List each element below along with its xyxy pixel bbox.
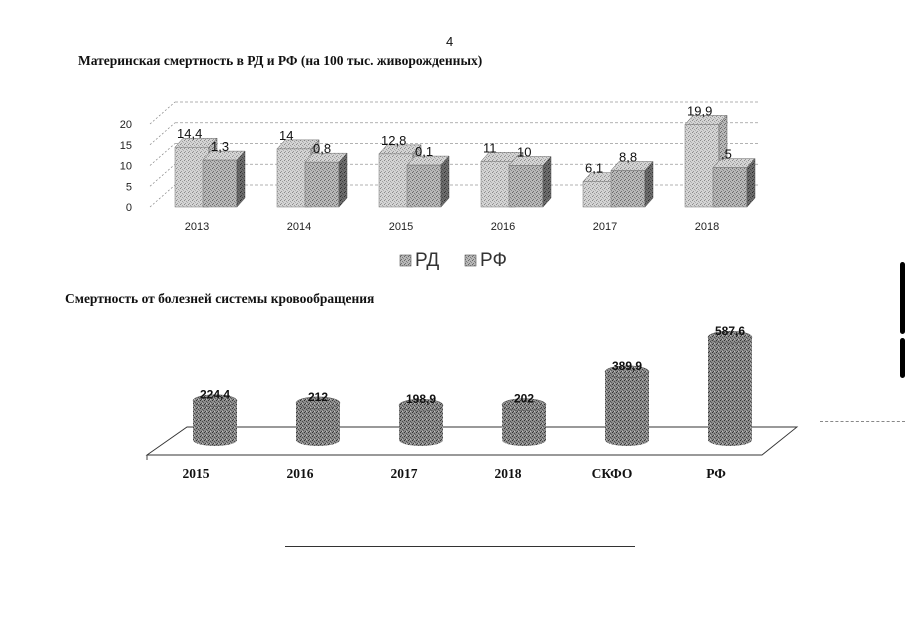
data-label: 8,8 [619,149,638,165]
chart-title-circulatory-mortality: Смертность от болезней системы кровообращения [65,291,375,306]
bar-side-РФ [441,156,449,207]
x-tick-label: 2014 [286,221,312,233]
x-tick-label: 2017 [390,466,418,481]
data-label: 19,9 [687,103,713,119]
data-label: 198,9 [405,392,437,407]
gridline-diagonal [150,164,175,186]
x-tick-label: 2013 [184,221,210,233]
scan-edge-mark [900,262,905,334]
legend-swatch [400,255,411,266]
cylinder-base [193,434,237,446]
gridline-diagonal [150,144,175,166]
bar-side-РФ [339,153,347,207]
y-tick-label: 10 [119,160,132,173]
cylinder-base [399,434,443,446]
data-label: 587,6 [714,324,746,339]
data-label: 14 [279,127,294,143]
data-label: 12,8 [381,132,407,148]
scan-edge-mark [900,338,905,378]
cylinder-base [502,434,546,446]
legend-label: РФ [480,250,507,271]
legend-swatch [465,255,476,266]
x-tick-label: 2017 [592,221,618,233]
cylinder-body-СКФО [605,372,649,440]
data-label: 389,9 [611,358,643,373]
bar-side-РФ [543,157,551,208]
bar-РФ-2018 [713,168,747,207]
cylinder-base [708,434,752,446]
data-label: 14,4 [177,126,203,142]
y-tick-label: 15 [119,139,132,152]
data-label: ,5 [721,146,732,162]
gridline-diagonal [150,123,175,145]
data-label: 0,8 [313,141,332,157]
x-tick-label: 2016 [286,466,314,481]
bar-РФ-2013 [203,160,237,207]
scan-dash-line [820,421,905,422]
gridline-diagonal [150,185,175,207]
bar-РФ-2015 [407,165,441,207]
data-label: 1,3 [211,139,230,155]
bar-РФ-2016 [509,166,543,208]
x-tick-label: 2015 [182,466,210,481]
bar-РФ-2017 [611,170,645,207]
data-label: 10 [517,144,532,160]
x-tick-label: СКФО [591,466,633,481]
x-tick-label: 2016 [490,221,516,233]
chart-floor [147,427,797,455]
y-tick-label: 0 [125,202,132,214]
cylinder-body-РФ [708,337,752,440]
page-number: 4 [446,34,454,49]
y-tick-label: 20 [119,119,132,131]
data-label: 0,1 [415,144,434,160]
x-tick-label: РФ [706,466,726,481]
bar-side-РФ [237,151,245,207]
cylinder-base [296,434,340,446]
legend-label: РД [415,250,440,271]
data-label: 6,1 [585,160,604,176]
x-tick-label: 2018 [494,466,522,481]
cylinder-base [605,434,649,446]
y-tick-label: 5 [125,181,132,194]
gridline-diagonal [150,102,175,124]
bar-РФ-2014 [305,162,339,207]
data-label: 202 [513,391,535,406]
bottom-divider-line [285,546,635,547]
data-label: 11 [483,140,497,156]
data-label: 212 [307,389,329,404]
data-label: 224,4 [199,387,231,402]
x-tick-label: 2015 [388,221,414,233]
chart-title-maternal-mortality: Материнская смертность в РД и РФ (на 100 тыс. живорожденных) [78,53,483,68]
x-tick-label: 2018 [694,221,720,233]
